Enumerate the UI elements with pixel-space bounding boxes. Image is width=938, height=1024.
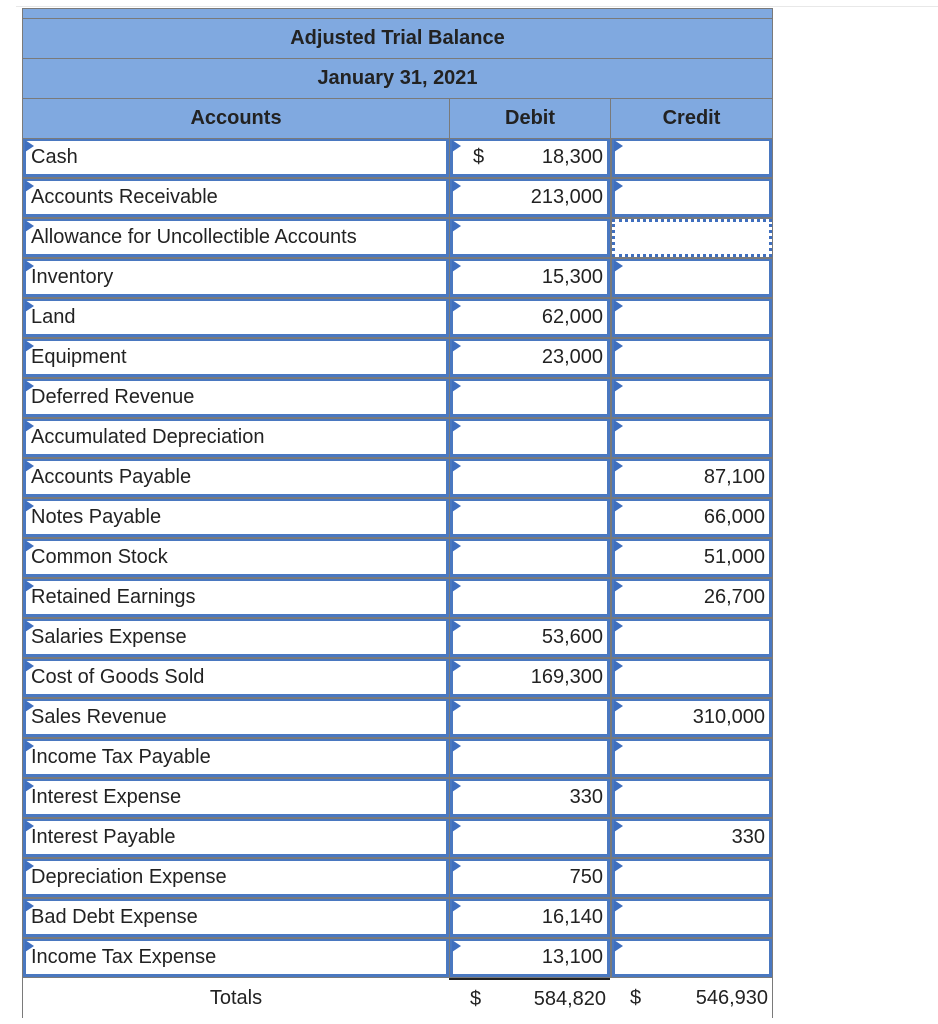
credit-amount-field[interactable]	[612, 579, 772, 617]
account-name: Sales Revenue	[31, 706, 167, 728]
dollar-sign: $	[473, 146, 485, 168]
debit-amount-field[interactable]	[450, 419, 610, 457]
account-name: Allowance for Uncollectible Accounts	[31, 226, 357, 248]
account-name-field[interactable]	[23, 219, 449, 257]
credit-amount-field[interactable]	[612, 659, 772, 697]
cell-marker-icon	[25, 860, 34, 872]
account-name: Depreciation Expense	[31, 866, 227, 888]
credit-value: 310,000	[692, 706, 765, 728]
cell-marker-icon	[25, 940, 34, 952]
column-header-debit: Debit	[449, 98, 611, 139]
account-name-field[interactable]	[23, 179, 449, 217]
cell-marker-icon	[452, 860, 461, 872]
account-name-field[interactable]	[23, 419, 449, 457]
column-header-credit: Credit	[610, 98, 773, 139]
cell-marker-icon	[25, 580, 34, 592]
cell-marker-icon	[25, 780, 34, 792]
credit-amount-field[interactable]	[612, 499, 772, 537]
credit-amount-field[interactable]	[612, 939, 772, 977]
credit-amount-field[interactable]	[612, 459, 772, 497]
credit-amount-field[interactable]	[612, 899, 772, 937]
debit-amount-field[interactable]	[450, 699, 610, 737]
account-name-field[interactable]	[23, 659, 449, 697]
debit-amount-field[interactable]	[450, 819, 610, 857]
account-name: Cash	[31, 146, 78, 168]
debit-amount-field[interactable]	[450, 939, 610, 977]
cell-marker-icon	[614, 500, 623, 512]
debit-amount-field[interactable]	[450, 659, 610, 697]
account-name-field[interactable]	[23, 699, 449, 737]
cell-marker-icon	[452, 940, 461, 952]
debit-amount-field[interactable]	[450, 619, 610, 657]
credit-amount-field[interactable]	[612, 819, 772, 857]
debit-amount-field[interactable]	[450, 899, 610, 937]
account-name: Common Stock	[31, 546, 168, 568]
credit-amount-field[interactable]	[612, 539, 772, 577]
account-name-field[interactable]	[23, 499, 449, 537]
account-name: Equipment	[31, 346, 127, 368]
totals-debit	[449, 978, 611, 1018]
cell-marker-icon	[452, 380, 461, 392]
cell-marker-icon	[614, 340, 623, 352]
cell-marker-icon	[614, 460, 623, 472]
debit-value: 16,140	[541, 906, 603, 928]
debit-value: 750	[569, 866, 603, 888]
debit-value: 330	[569, 786, 603, 808]
account-name-field[interactable]	[23, 819, 449, 857]
cell-marker-icon	[452, 300, 461, 312]
cell-marker-icon	[614, 940, 623, 952]
account-name-field[interactable]	[23, 859, 449, 897]
cell-marker-icon	[452, 820, 461, 832]
account-name: Accumulated Depreciation	[31, 426, 265, 448]
debit-value: 53,600	[541, 626, 603, 648]
account-name-field[interactable]	[23, 339, 449, 377]
debit-amount-field[interactable]	[450, 339, 610, 377]
credit-amount-field[interactable]	[612, 699, 772, 737]
cell-marker-icon	[452, 900, 461, 912]
cell-marker-icon	[25, 180, 34, 192]
totals-label: Totals	[22, 978, 450, 1018]
cell-marker-icon	[25, 140, 34, 152]
cell-marker-icon	[25, 660, 34, 672]
totals-credit-value: 546,930	[695, 986, 768, 1009]
account-name: Income Tax Expense	[31, 946, 217, 968]
cell-marker-icon	[452, 620, 461, 632]
cell-marker-icon	[452, 180, 461, 192]
totals-credit	[610, 978, 773, 1018]
trial-balance-table	[22, 8, 773, 1018]
cell-marker-icon	[614, 300, 623, 312]
account-name-field[interactable]	[23, 899, 449, 937]
cell-marker-icon	[452, 420, 461, 432]
cell-marker-icon	[25, 220, 34, 232]
cell-marker-icon	[452, 740, 461, 752]
table-title: Adjusted Trial Balance	[22, 18, 773, 59]
credit-amount-field[interactable]	[612, 779, 772, 817]
cell-marker-icon	[452, 540, 461, 552]
account-name: Deferred Revenue	[31, 386, 195, 408]
account-name-field[interactable]	[23, 139, 449, 177]
account-name: Accounts Receivable	[31, 186, 218, 208]
credit-value: 66,000	[703, 506, 765, 528]
cell-marker-icon	[614, 820, 623, 832]
cell-marker-icon	[614, 420, 623, 432]
credit-amount-field[interactable]	[612, 379, 772, 417]
debit-value: 23,000	[541, 346, 603, 368]
cell-marker-icon	[614, 740, 623, 752]
account-name-field[interactable]	[23, 619, 449, 657]
totals-credit-dollar: $	[630, 986, 642, 1009]
debit-value: 15,300	[541, 266, 603, 288]
credit-amount-field[interactable]	[612, 859, 772, 897]
cell-marker-icon	[25, 420, 34, 432]
cell-marker-icon	[25, 460, 34, 472]
debit-amount-field[interactable]	[450, 299, 610, 337]
cell-marker-icon	[452, 700, 461, 712]
debit-value: 18,300	[541, 146, 603, 168]
cell-marker-icon	[614, 260, 623, 272]
cell-marker-icon	[452, 220, 461, 232]
cell-marker-icon	[614, 580, 623, 592]
debit-amount-field[interactable]	[450, 739, 610, 777]
cell-marker-icon	[25, 700, 34, 712]
account-name: Interest Expense	[31, 786, 182, 808]
account-name: Cost of Goods Sold	[31, 666, 205, 688]
account-name: Land	[31, 306, 76, 328]
credit-amount-field[interactable]	[612, 139, 772, 177]
cell-marker-icon	[614, 780, 623, 792]
account-name-field[interactable]	[23, 259, 449, 297]
account-name-field[interactable]	[23, 779, 449, 817]
debit-amount-field[interactable]	[450, 779, 610, 817]
account-name: Salaries Expense	[31, 626, 187, 648]
top-divider	[16, 6, 938, 7]
cell-marker-icon	[25, 900, 34, 912]
cell-marker-icon	[614, 860, 623, 872]
cell-marker-icon	[25, 260, 34, 272]
cell-marker-icon	[25, 380, 34, 392]
cell-marker-icon	[614, 660, 623, 672]
cell-marker-icon	[452, 580, 461, 592]
totals-debit-value: 584,820	[533, 987, 606, 1010]
cell-marker-icon	[452, 340, 461, 352]
debit-amount-field[interactable]	[450, 219, 610, 257]
account-name-field[interactable]	[23, 299, 449, 337]
debit-value: 213,000	[530, 186, 603, 208]
cell-marker-icon	[25, 620, 34, 632]
credit-amount-field[interactable]	[612, 739, 772, 777]
credit-amount-field[interactable]	[612, 419, 772, 457]
account-name-field[interactable]	[23, 379, 449, 417]
cell-marker-icon	[452, 500, 461, 512]
credit-amount-field[interactable]	[612, 219, 772, 257]
table-date: January 31, 2021	[22, 58, 773, 99]
cell-marker-icon	[452, 460, 461, 472]
cell-marker-icon	[452, 780, 461, 792]
cell-marker-icon	[614, 700, 623, 712]
totals-debit-dollar: $	[470, 987, 482, 1010]
cell-marker-icon	[452, 660, 461, 672]
account-name: Bad Debt Expense	[31, 906, 198, 928]
debit-value: 169,300	[530, 666, 603, 688]
cell-marker-icon	[614, 900, 623, 912]
credit-value: 330	[731, 826, 765, 848]
credit-value: 87,100	[703, 466, 765, 488]
column-header-accounts: Accounts	[22, 98, 450, 139]
cell-marker-icon	[25, 500, 34, 512]
debit-amount-field[interactable]	[450, 179, 610, 217]
account-name: Income Tax Payable	[31, 746, 211, 768]
debit-amount-field[interactable]	[450, 459, 610, 497]
cell-marker-icon	[25, 820, 34, 832]
debit-amount-field[interactable]	[450, 259, 610, 297]
debit-amount-field[interactable]	[450, 379, 610, 417]
account-name: Inventory	[31, 266, 114, 288]
account-name: Accounts Payable	[31, 466, 192, 488]
credit-value: 26,700	[703, 586, 765, 608]
credit-amount-field[interactable]	[612, 299, 772, 337]
debit-value: 13,100	[541, 946, 603, 968]
account-name: Interest Payable	[31, 826, 176, 848]
debit-amount-field[interactable]	[450, 539, 610, 577]
cell-marker-icon	[25, 340, 34, 352]
cell-marker-icon	[25, 740, 34, 752]
cell-marker-icon	[614, 540, 623, 552]
account-name-field[interactable]	[23, 539, 449, 577]
credit-amount-field[interactable]	[612, 339, 772, 377]
account-name: Retained Earnings	[31, 586, 196, 608]
account-name-field[interactable]	[23, 939, 449, 977]
debit-amount-field[interactable]	[450, 139, 610, 177]
cell-marker-icon	[614, 180, 623, 192]
debit-amount-field[interactable]	[450, 859, 610, 897]
cell-marker-icon	[452, 140, 461, 152]
debit-value: 62,000	[541, 306, 603, 328]
account-name-field[interactable]	[23, 459, 449, 497]
credit-amount-field[interactable]	[612, 259, 772, 297]
cell-marker-icon	[614, 380, 623, 392]
cell-marker-icon	[614, 140, 623, 152]
debit-amount-field[interactable]	[450, 499, 610, 537]
credit-value: 51,000	[703, 546, 765, 568]
credit-amount-field[interactable]	[612, 619, 772, 657]
debit-amount-field[interactable]	[450, 579, 610, 617]
account-name-field[interactable]	[23, 579, 449, 617]
cell-marker-icon	[614, 620, 623, 632]
cell-marker-icon	[25, 540, 34, 552]
account-name: Notes Payable	[31, 506, 162, 528]
account-name-field[interactable]	[23, 739, 449, 777]
credit-amount-field[interactable]	[612, 179, 772, 217]
cell-marker-icon	[452, 260, 461, 272]
cell-marker-icon	[25, 300, 34, 312]
